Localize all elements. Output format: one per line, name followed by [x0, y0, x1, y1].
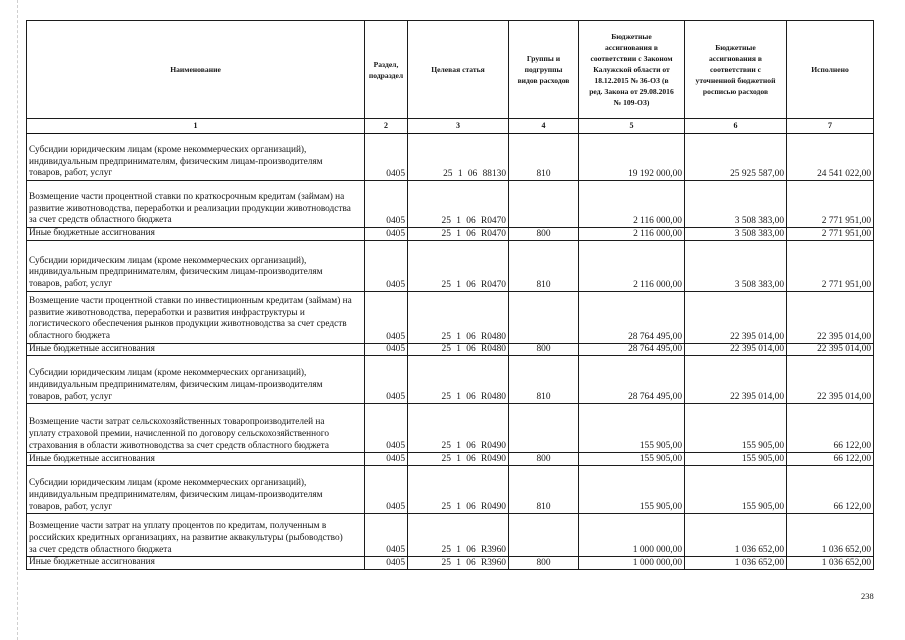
budget-refined-amount: 1 036 652,00: [685, 514, 787, 557]
row-name: Иные бюджетные ассигнования: [27, 557, 365, 570]
budget-law-amount: 28 764 495,00: [579, 343, 685, 356]
row-name: Возмещение части процентной ставки по краткосрочным кредитам (займам) на развитие животноводства, переработки и реализации продукции животноводства за счет средств областного бюджета: [27, 181, 365, 228]
target-article-code: 25 1 06 R0480: [408, 356, 509, 404]
section-code: 0405: [365, 404, 408, 453]
executed-amount: 2 771 951,00: [787, 181, 874, 228]
expense-group-code: [509, 291, 579, 343]
target-article-code: 25 1 06 R0480: [408, 343, 509, 356]
table-row: [27, 343, 874, 356]
page-number: 238: [861, 591, 874, 601]
budget-refined-amount: 155 905,00: [685, 404, 787, 453]
row-name: Возмещение части затрат на уплату процентов по кредитам, полученным в российских кредитных организациях, на развитие аквакультуры (рыбоводство) за счет средств областного бюджета: [27, 514, 365, 557]
budget-refined-amount: 3 508 383,00: [685, 181, 787, 228]
executed-amount: 1 036 652,00: [787, 557, 874, 570]
column-number: 7: [787, 119, 874, 134]
target-article-code: 25 1 06 R3960: [408, 557, 509, 570]
table-row: [27, 228, 874, 241]
table-row: [27, 291, 874, 343]
table-row: [27, 134, 874, 181]
column-number: 5: [579, 119, 685, 134]
budget-law-amount: 2 116 000,00: [579, 228, 685, 241]
budget-law-amount: 155 905,00: [579, 466, 685, 514]
executed-amount: 2 771 951,00: [787, 228, 874, 241]
expense-group-code: 800: [509, 228, 579, 241]
budget-refined-amount: 1 036 652,00: [685, 557, 787, 570]
executed-amount: 22 395 014,00: [787, 343, 874, 356]
section-code: 0405: [365, 228, 408, 241]
section-code: 0405: [365, 453, 408, 466]
column-number: 3: [408, 119, 509, 134]
header-name: Наименование: [27, 21, 365, 119]
budget-law-amount: 28 764 495,00: [579, 291, 685, 343]
row-name: Иные бюджетные ассигнования: [27, 228, 365, 241]
executed-amount: 22 395 014,00: [787, 291, 874, 343]
column-number: 4: [509, 119, 579, 134]
target-article-code: 25 1 06 R0490: [408, 404, 509, 453]
column-number: 2: [365, 119, 408, 134]
budget-law-amount: 1 000 000,00: [579, 557, 685, 570]
header-budget-refined: Бюджетные ассигнования в соответствии с уточненной бюджетной росписью расходов: [685, 21, 787, 119]
table-row: [27, 404, 874, 453]
header-executed: Исполнено: [787, 21, 874, 119]
executed-amount: 2 771 951,00: [787, 240, 874, 291]
expense-group-code: 800: [509, 557, 579, 570]
executed-amount: 66 122,00: [787, 453, 874, 466]
column-number: 1: [27, 119, 365, 134]
column-number-row: [27, 119, 874, 134]
expense-group-code: 810: [509, 466, 579, 514]
column-number: 6: [685, 119, 787, 134]
table-row: [27, 240, 874, 291]
table-row: [27, 557, 874, 570]
section-code: 0405: [365, 557, 408, 570]
section-code: 0405: [365, 514, 408, 557]
executed-amount: 1 036 652,00: [787, 514, 874, 557]
section-code: 0405: [365, 291, 408, 343]
budget-law-amount: 155 905,00: [579, 404, 685, 453]
section-code: 0405: [365, 356, 408, 404]
header-budget-law: Бюджетные ассигнования в соответствии с Законом Калужской области от 18.12.2015 № 36-ОЗ (в ред. Закона от 29.08.2016 № 109-ОЗ): [579, 21, 685, 119]
budget-law-amount: 19 192 000,00: [579, 134, 685, 181]
expense-group-code: 800: [509, 453, 579, 466]
target-article-code: 25 1 06 88130: [408, 134, 509, 181]
executed-amount: 24 541 022,00: [787, 134, 874, 181]
row-name: Возмещение части затрат сельскохозяйственных товаропроизводителей на уплату страховой премии, начисленной по договору сельскохозяйственного страхования в области животноводства за счет средств областного бюджета: [27, 404, 365, 453]
budget-refined-amount: 22 395 014,00: [685, 291, 787, 343]
expense-group-code: [509, 404, 579, 453]
row-name: Субсидии юридическим лицам (кроме некоммерческих организаций), индивидуальным предпринимателям, физическим лицам-производителям товаров, работ, услуг: [27, 356, 365, 404]
budget-law-amount: 2 116 000,00: [579, 240, 685, 291]
target-article-code: 25 1 06 R0490: [408, 453, 509, 466]
section-code: 0405: [365, 181, 408, 228]
expense-group-code: 800: [509, 343, 579, 356]
row-name: Иные бюджетные ассигнования: [27, 343, 365, 356]
expense-group-code: 810: [509, 240, 579, 291]
row-name: Возмещение части процентной ставки по инвестиционным кредитам (займам) на развитие животноводства, переработки и развития инфраструктуры и логистического обеспечения рынков продукции животноводства за счет средств областного бюджета: [27, 291, 365, 343]
target-article-code: 25 1 06 R0470: [408, 228, 509, 241]
budget-law-amount: 2 116 000,00: [579, 181, 685, 228]
expense-group-code: [509, 514, 579, 557]
header-row: [27, 21, 874, 119]
table-row: [27, 453, 874, 466]
budget-refined-amount: 22 395 014,00: [685, 343, 787, 356]
section-code: 0405: [365, 343, 408, 356]
row-name: Субсидии юридическим лицам (кроме некоммерческих организаций), индивидуальным предпринимателям, физическим лицам-производителям товаров, работ, услуг: [27, 466, 365, 514]
row-name: Субсидии юридическим лицам (кроме некоммерческих организаций), индивидуальным предпринимателям, физическим лицам-производителям товаров, работ, услуг: [27, 240, 365, 291]
executed-amount: 66 122,00: [787, 404, 874, 453]
executed-amount: 22 395 014,00: [787, 356, 874, 404]
target-article-code: 25 1 06 R0470: [408, 240, 509, 291]
budget-refined-amount: 3 508 383,00: [685, 240, 787, 291]
target-article-code: 25 1 06 R0490: [408, 466, 509, 514]
table-row: [27, 514, 874, 557]
budget-law-amount: 155 905,00: [579, 453, 685, 466]
section-code: 0405: [365, 134, 408, 181]
executed-amount: 66 122,00: [787, 466, 874, 514]
row-name: Субсидии юридическим лицам (кроме некоммерческих организаций), индивидуальным предпринимателям, физическим лицам-производителям товаров, работ, услуг: [27, 134, 365, 181]
table-row: [27, 466, 874, 514]
target-article-code: 25 1 06 R3960: [408, 514, 509, 557]
budget-execution-table: [26, 20, 874, 570]
budget-refined-amount: 25 925 587,00: [685, 134, 787, 181]
table-row: [27, 356, 874, 404]
budget-law-amount: 28 764 495,00: [579, 356, 685, 404]
expense-group-code: 810: [509, 356, 579, 404]
expense-group-code: [509, 181, 579, 228]
budget-refined-amount: 155 905,00: [685, 466, 787, 514]
target-article-code: 25 1 06 R0470: [408, 181, 509, 228]
target-article-code: 25 1 06 R0480: [408, 291, 509, 343]
expense-group-code: 810: [509, 134, 579, 181]
header-section: Раздел, подраздел: [365, 21, 408, 119]
section-code: 0405: [365, 466, 408, 514]
header-target-article: Целевая статья: [408, 21, 509, 119]
table-row: [27, 181, 874, 228]
budget-law-amount: 1 000 000,00: [579, 514, 685, 557]
budget-refined-amount: 3 508 383,00: [685, 228, 787, 241]
scan-binding-line: [17, 0, 18, 640]
budget-refined-amount: 155 905,00: [685, 453, 787, 466]
section-code: 0405: [365, 240, 408, 291]
budget-refined-amount: 22 395 014,00: [685, 356, 787, 404]
row-name: Иные бюджетные ассигнования: [27, 453, 365, 466]
header-expense-group: Группы и подгруппы видов расходов: [509, 21, 579, 119]
